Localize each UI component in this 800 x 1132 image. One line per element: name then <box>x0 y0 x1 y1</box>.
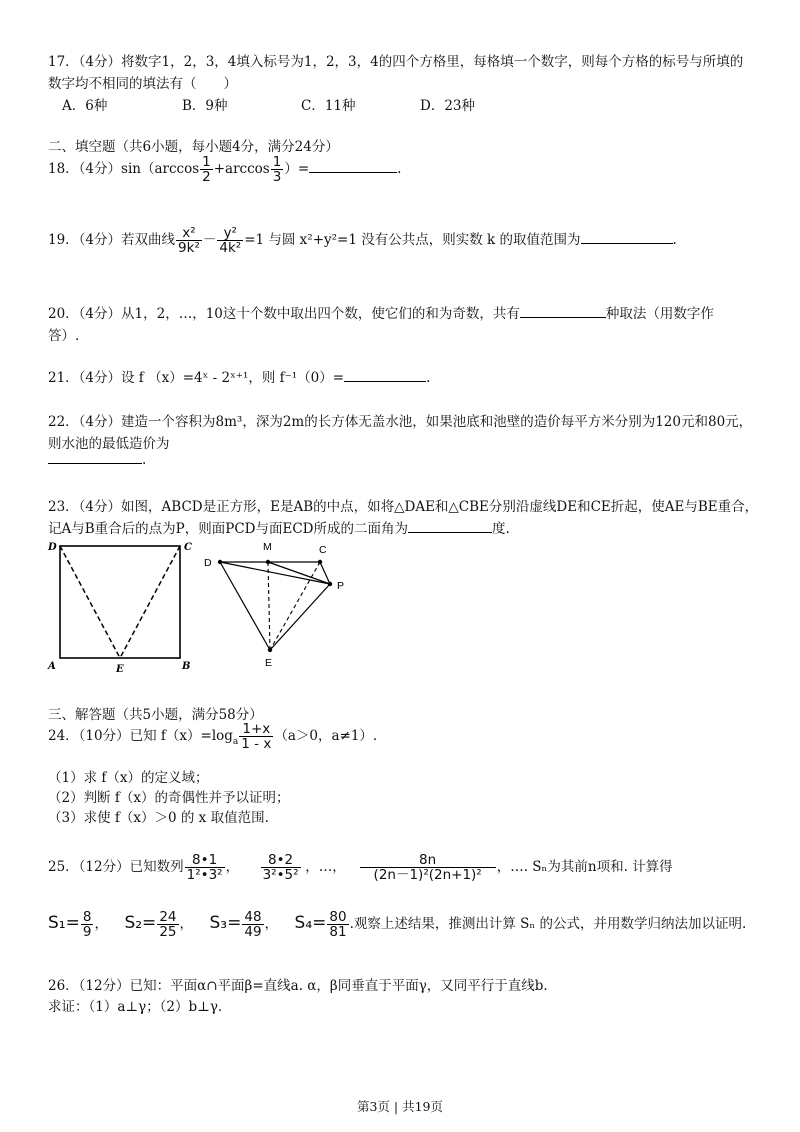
q19-answer-blank[interactable] <box>581 243 673 244</box>
fig2-label-p: P <box>337 580 345 592</box>
q20-answer-blank[interactable] <box>520 317 606 318</box>
q24-condition: （a＞0，a≠1）. <box>274 728 378 745</box>
q21-answer-blank[interactable] <box>344 381 426 382</box>
figure-tetrahedron <box>196 536 366 672</box>
q19-frac2: $\frac{\text{y²}}{\text{4k²}}$ <box>219 225 242 257</box>
q20-line1 <box>48 302 714 322</box>
q17-line2: 数字均不相同的填法有（ ） <box>48 76 237 92</box>
fig1-label-b: B <box>182 661 191 672</box>
q25-sep-s3: ， <box>264 916 279 933</box>
q24-item-1: （1）求 f（x）的定义域； <box>48 770 209 786</box>
q20-line1b: 种取法（用数字作 <box>605 306 714 322</box>
q20-line1a: 20．（4分）从1，2，…，10这十个数中取出四个数，使它们的和为奇数，共有 <box>48 306 520 322</box>
q19 <box>48 226 677 255</box>
q25-line2-tail: .观察上述结果，推测出计算 Sₙ 的公式，并用数学归纳法加以证明. <box>349 916 747 933</box>
q18-plus: +arccos <box>213 161 270 178</box>
q22-end: . <box>142 452 147 468</box>
q17-option-d: D．23种 <box>420 98 476 114</box>
q25-term-n: $\frac{8n}{\text{(2n－1)²(2n+1)²}}$ <box>360 853 496 882</box>
q24-frac: $\frac{1+x}{1 - x}$ <box>241 721 272 753</box>
q25-s3-label: S₃= <box>209 913 242 934</box>
fig1-label-c: C <box>184 542 192 553</box>
q19-mid: =1 与圆 x²+y²=1 没有公共点，则实数 k 的取值范围为 <box>244 232 581 249</box>
fig2-label-e: E <box>265 657 273 669</box>
q22-answer-blank[interactable] <box>48 463 142 464</box>
q24-stem <box>48 722 377 751</box>
q22-line1: 22．（4分）建造一个容积为8m³，深为2m的长方体无盖水池，如果池底和池壁的造价每平方米分别为120元和80元， <box>48 414 753 430</box>
q25-prefix: 25．（12分）已知数列 <box>48 859 184 876</box>
q25-s2-frac: $\frac{24}{25}$ <box>159 909 177 941</box>
q19-minus: － <box>202 232 217 249</box>
section-2-heading: 二、填空题（共6小题，每小题4分，满分24分） <box>48 139 339 155</box>
q17-line1: 17．（4分）将数字1，2，3，4填入标号为1，2，3，4的四个方格里，每格填一个数字，则每个方格的标号与所填的 <box>48 54 744 70</box>
q25-s2-label: S₂= <box>124 913 157 934</box>
fig1-label-d: D <box>48 542 57 553</box>
q18-prefix: 18．（4分）sin（arccos <box>48 161 200 178</box>
q23-line2a: 记A与B重合后的点为P，则面PCD与面ECD所成的二面角为 <box>48 521 408 537</box>
q18-suffix: ）= <box>284 161 310 178</box>
q25-term2: $\frac{8•2}{\text{3²•5²}}$ <box>262 852 299 884</box>
q17-option-c: C．11种 <box>301 98 356 114</box>
q25-sep-s1: ， <box>94 916 108 933</box>
page-footer: 第3页 | 共19页 <box>356 1099 444 1114</box>
q23-line2b: 度. <box>492 521 510 537</box>
q17-option-b: B．9种 <box>182 98 228 114</box>
q21 <box>48 366 430 386</box>
q22-line3 <box>48 452 146 468</box>
q18 <box>48 155 401 184</box>
fig1-label-a: A <box>48 661 56 672</box>
q20-line2: 答）. <box>48 328 80 344</box>
q25-s4-frac: $\frac{80}{81}$ <box>329 909 347 941</box>
fig2-label-c: C <box>319 544 327 556</box>
q22-line2: 则水池的最低造价为 <box>48 436 170 452</box>
fig2-label-m: M <box>263 541 272 553</box>
q24-item-3: （3）求使 f（x）＞0 的 x 取值范围. <box>48 810 269 826</box>
q25-s1-label: S₁= <box>48 913 80 934</box>
q18-frac1: $\frac{1}{2}$ <box>202 154 211 186</box>
q25-s4-label: S₄= <box>294 913 327 934</box>
q19-end: . <box>672 232 677 249</box>
q21-text: 21．（4分）设 f （x）=4ˣ - 2ˣ⁺¹，则 f⁻¹（0）= <box>48 370 345 386</box>
q21-end: . <box>426 370 431 386</box>
q18-answer-blank[interactable] <box>309 172 397 173</box>
q24-item-2: （2）判断 f（x）的奇偶性并予以证明； <box>48 790 290 806</box>
q19-prefix: 19．（4分）若双曲线 <box>48 232 176 249</box>
q24-log-base: a <box>232 736 239 747</box>
section-3-heading: 三、解答题（共5小题，满分58分） <box>48 707 263 723</box>
q17-option-a: A．6种 <box>62 98 108 114</box>
q25-line2 <box>48 910 746 939</box>
q26-line1: 26．（12分）已知：平面α∩平面β=直线a. α，β同垂直于平面γ，又同平行于直线b. <box>48 978 548 994</box>
q25-s3-frac: $\frac{48}{49}$ <box>244 909 262 941</box>
q23-answer-blank[interactable] <box>408 532 492 533</box>
q25-sep-s2: ， <box>179 916 193 933</box>
fig2-label-d: D <box>204 557 212 569</box>
q18-frac2: $\frac{1}{3}$ <box>272 154 282 186</box>
q23-line2 <box>48 517 510 537</box>
q18-end: . <box>397 161 402 178</box>
q24-prefix: 24．（10分）已知 f（x）=log <box>48 728 233 745</box>
q25-dots: ，…， <box>305 859 346 876</box>
q25-s1-frac: $\frac{8}{9}$ <box>82 909 92 941</box>
q25-line1 <box>48 853 673 882</box>
q25-sep1: ， <box>225 859 240 876</box>
q19-frac1: $\frac{\text{x²}}{\text{9k²}}$ <box>178 225 200 257</box>
q23-line1: 23．（4分）如图，ABCD是正方形，E是AB的中点，如将△DAE和△CBE分别沿虚线DE和CE折起，使AE与BE重合， <box>48 499 759 515</box>
figure-square-abcd <box>42 538 202 676</box>
q25-tail: ，…. Sₙ为其前n项和. 计算得 <box>496 859 673 876</box>
q25-term1: $\frac{8•1}{\text{1²•3²}}$ <box>186 852 223 884</box>
q26-line2: 求证：（1）a⊥γ；（2）b⊥γ. <box>48 999 223 1015</box>
fig1-label-e: E <box>116 664 124 675</box>
